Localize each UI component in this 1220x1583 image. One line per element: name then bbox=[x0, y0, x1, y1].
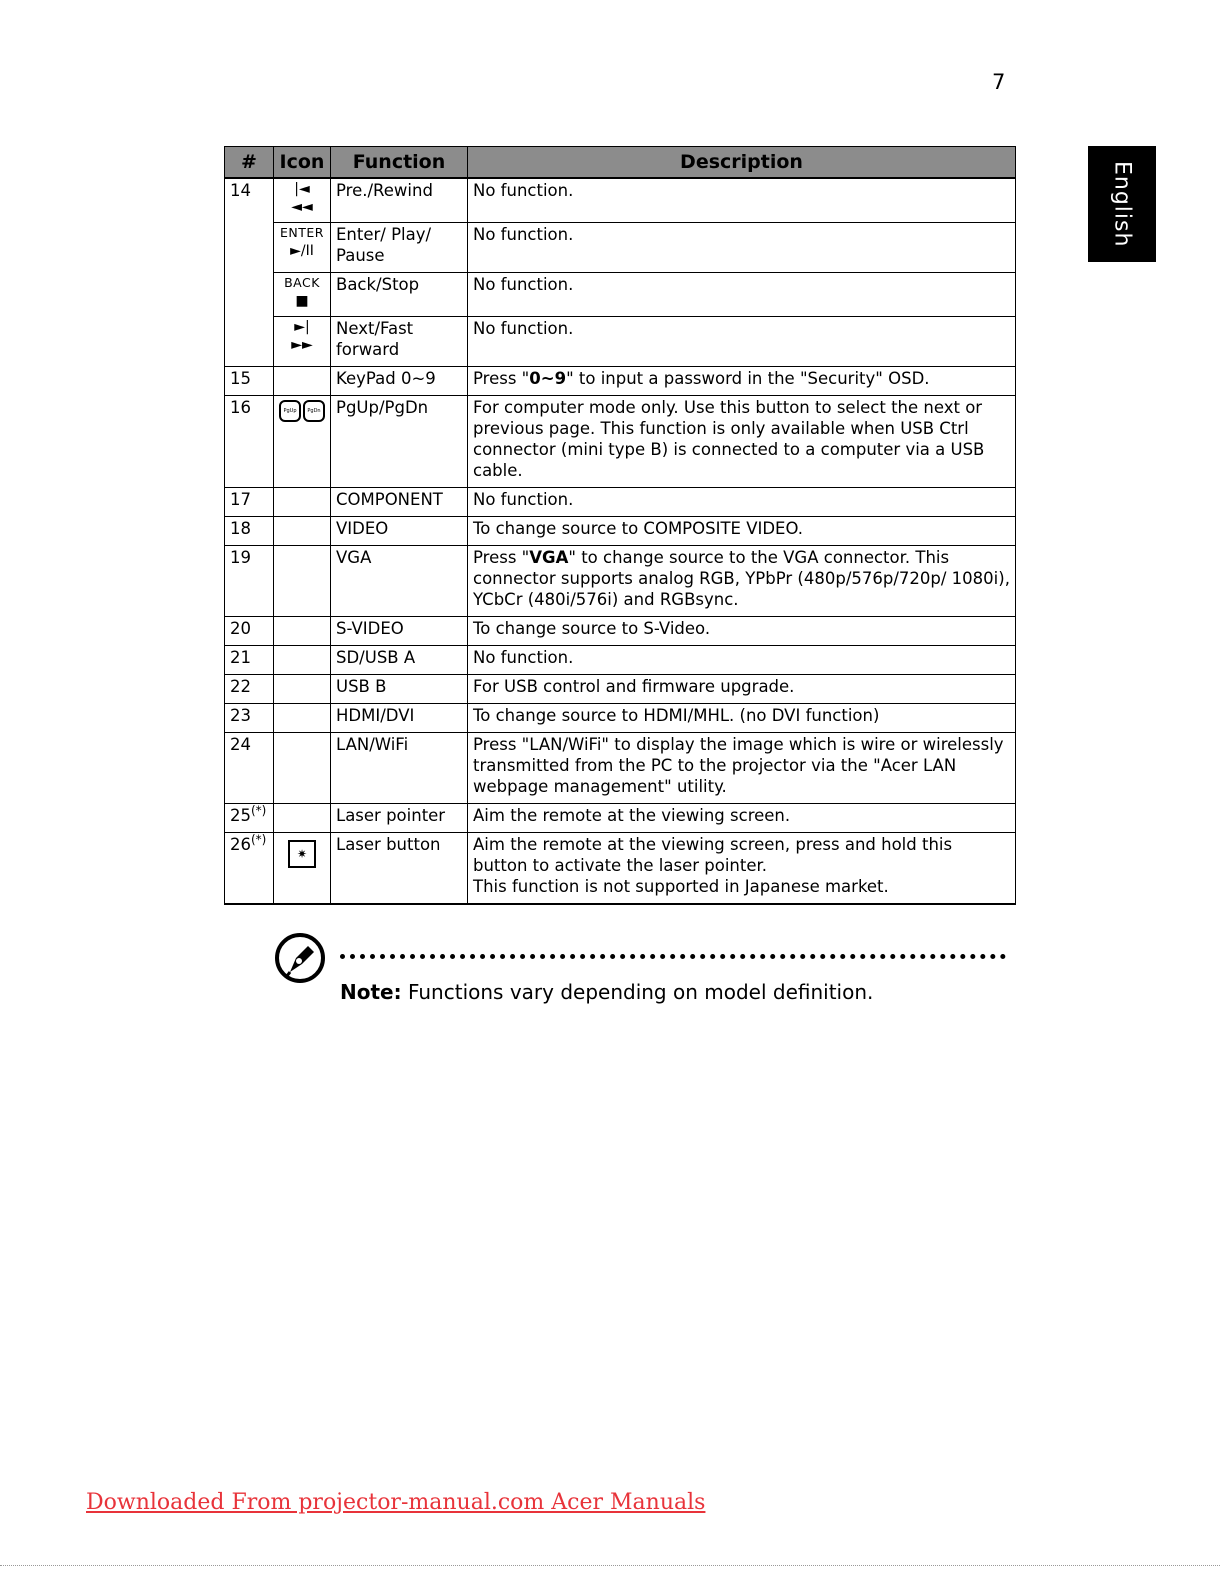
prev-rewind-icon bbox=[274, 178, 331, 223]
icon-line: ■ bbox=[295, 293, 309, 309]
desc-text: " to change source to the VGA connector. This connector supports analog RGB, YPbPr (480p/576p/720p/ 1080i), YCbCr (480i/576i) and RGBsync. bbox=[473, 548, 1010, 609]
table-row bbox=[225, 804, 1016, 833]
function-name: Next/Fast forward bbox=[331, 317, 468, 367]
row-number: 15 bbox=[225, 367, 274, 396]
row-number: 23 bbox=[225, 704, 274, 733]
function-name: PgUp/PgDn bbox=[331, 396, 468, 488]
note-pen-icon bbox=[274, 932, 326, 984]
pgdn-icon: PgDn bbox=[303, 400, 325, 422]
function-description: To change source to COMPOSITE VIDEO. bbox=[468, 517, 1016, 546]
icon-line: |◄ bbox=[294, 181, 310, 197]
table-header-row bbox=[225, 147, 1016, 179]
row-number-text: 25 bbox=[230, 806, 251, 825]
desc-text: Press " bbox=[473, 548, 530, 567]
function-description: No function. bbox=[468, 223, 1016, 273]
icon-cell-empty bbox=[274, 546, 331, 617]
row-number: 19 bbox=[225, 546, 274, 617]
desc-text: " to input a password in the "Security" OSD. bbox=[566, 369, 930, 388]
icon-cell-empty bbox=[274, 804, 331, 833]
icon-line: ENTER bbox=[280, 225, 324, 240]
icon-cell-empty bbox=[274, 517, 331, 546]
header-num: # bbox=[225, 147, 274, 179]
row-number-text: 26 bbox=[230, 835, 251, 854]
table-row bbox=[225, 675, 1016, 704]
icon-line: BACK bbox=[284, 275, 320, 290]
table-row bbox=[225, 646, 1016, 675]
row-number: 16 bbox=[225, 396, 274, 488]
table-row bbox=[225, 273, 1016, 317]
icon-cell-empty bbox=[274, 704, 331, 733]
function-description: To change source to S-Video. bbox=[468, 617, 1016, 646]
function-description bbox=[468, 367, 1016, 396]
desc-bold-text: 0~9 bbox=[529, 369, 567, 388]
row-number: 21 bbox=[225, 646, 274, 675]
function-description: Aim the remote at the viewing screen. bbox=[468, 804, 1016, 833]
table-row bbox=[225, 546, 1016, 617]
laser-button-icon bbox=[274, 833, 331, 905]
desc-line: Aim the remote at the viewing screen, press and hold this button to activate the laser pointer. bbox=[473, 835, 953, 875]
row-number: 24 bbox=[225, 733, 274, 804]
pgup-icon: PgUp bbox=[279, 400, 301, 422]
function-name: COMPONENT bbox=[331, 488, 468, 517]
header-function: Function bbox=[331, 147, 468, 179]
table-row bbox=[225, 223, 1016, 273]
icon-cell-empty bbox=[274, 675, 331, 704]
function-name: VIDEO bbox=[331, 517, 468, 546]
function-name: Pre./Rewind bbox=[331, 178, 468, 223]
row-number: 17 bbox=[225, 488, 274, 517]
footnote-marker: (*) bbox=[251, 803, 267, 818]
note-divider bbox=[340, 954, 1006, 959]
table-row bbox=[225, 396, 1016, 488]
function-name: USB B bbox=[331, 675, 468, 704]
icon-line: ►/II bbox=[290, 243, 314, 259]
language-tab-label: English bbox=[1109, 160, 1135, 248]
function-name: LAN/WiFi bbox=[331, 733, 468, 804]
function-description: No function. bbox=[468, 178, 1016, 223]
function-name: Back/Stop bbox=[331, 273, 468, 317]
icon-cell-empty bbox=[274, 733, 331, 804]
function-description: For USB control and firmware upgrade. bbox=[468, 675, 1016, 704]
table-row bbox=[225, 704, 1016, 733]
table-row bbox=[225, 488, 1016, 517]
table-row bbox=[225, 617, 1016, 646]
function-name: KeyPad 0~9 bbox=[331, 367, 468, 396]
table-row bbox=[225, 833, 1016, 905]
table-row bbox=[225, 367, 1016, 396]
function-description: No function. bbox=[468, 488, 1016, 517]
header-description: Description bbox=[468, 147, 1016, 179]
function-description: To change source to HDMI/MHL. (no DVI function) bbox=[468, 704, 1016, 733]
table-row bbox=[225, 733, 1016, 804]
function-name: Laser button bbox=[331, 833, 468, 905]
function-name: SD/USB A bbox=[331, 646, 468, 675]
function-name: HDMI/DVI bbox=[331, 704, 468, 733]
note-body: Functions vary depending on model definition. bbox=[401, 980, 874, 1004]
row-number: 14 bbox=[225, 178, 274, 367]
download-source-link[interactable]: Downloaded From projector-manual.com Acer Manuals bbox=[86, 1490, 706, 1515]
header-icon: Icon bbox=[274, 147, 331, 179]
row-number bbox=[225, 804, 274, 833]
function-description bbox=[468, 833, 1016, 905]
function-description: Press "LAN/WiFi" to display the image which is wire or wirelessly transmitted from the PC to the projector via the "Acer LAN webpage management" utility. bbox=[468, 733, 1016, 804]
icon-line: ◄◄ bbox=[291, 199, 313, 215]
function-description: No function. bbox=[468, 273, 1016, 317]
table-row bbox=[225, 178, 1016, 223]
icon-cell-empty bbox=[274, 646, 331, 675]
function-name: VGA bbox=[331, 546, 468, 617]
icon-line: ►| bbox=[294, 319, 310, 335]
table-row bbox=[225, 317, 1016, 367]
row-number: 20 bbox=[225, 617, 274, 646]
icon-cell-empty bbox=[274, 367, 331, 396]
function-table bbox=[224, 146, 1016, 905]
icon-cell-empty bbox=[274, 617, 331, 646]
note-label: Note: bbox=[340, 980, 402, 1004]
icon-cell-empty bbox=[274, 488, 331, 517]
language-tab bbox=[1088, 146, 1156, 262]
desc-text: Press " bbox=[473, 369, 530, 388]
pgup-pgdn-icon bbox=[274, 396, 331, 488]
function-description: No function. bbox=[468, 317, 1016, 367]
bottom-divider bbox=[0, 1565, 1220, 1566]
table-row bbox=[225, 517, 1016, 546]
function-name: Laser pointer bbox=[331, 804, 468, 833]
row-number bbox=[225, 833, 274, 905]
laser-icon: ✷ bbox=[288, 840, 316, 868]
function-description: For computer mode only. Use this button to select the next or previous page. This function is only available when USB Ctrl connector (mini type B) is connected to a computer via a USB cable. bbox=[468, 396, 1016, 488]
desc-line: This function is not supported in Japanese market. bbox=[473, 877, 889, 896]
desc-bold-text: VGA bbox=[529, 548, 569, 567]
footnote-marker: (*) bbox=[251, 832, 267, 847]
icon-line: ►► bbox=[291, 337, 313, 353]
row-number: 18 bbox=[225, 517, 274, 546]
page-number: 7 bbox=[992, 70, 1006, 94]
function-name: S-VIDEO bbox=[331, 617, 468, 646]
next-forward-icon bbox=[274, 317, 331, 367]
note bbox=[340, 980, 873, 1004]
function-description bbox=[468, 546, 1016, 617]
enter-play-pause-icon bbox=[274, 223, 331, 273]
function-name: Enter/ Play/ Pause bbox=[331, 223, 468, 273]
back-stop-icon bbox=[274, 273, 331, 317]
function-description: No function. bbox=[468, 646, 1016, 675]
row-number: 22 bbox=[225, 675, 274, 704]
